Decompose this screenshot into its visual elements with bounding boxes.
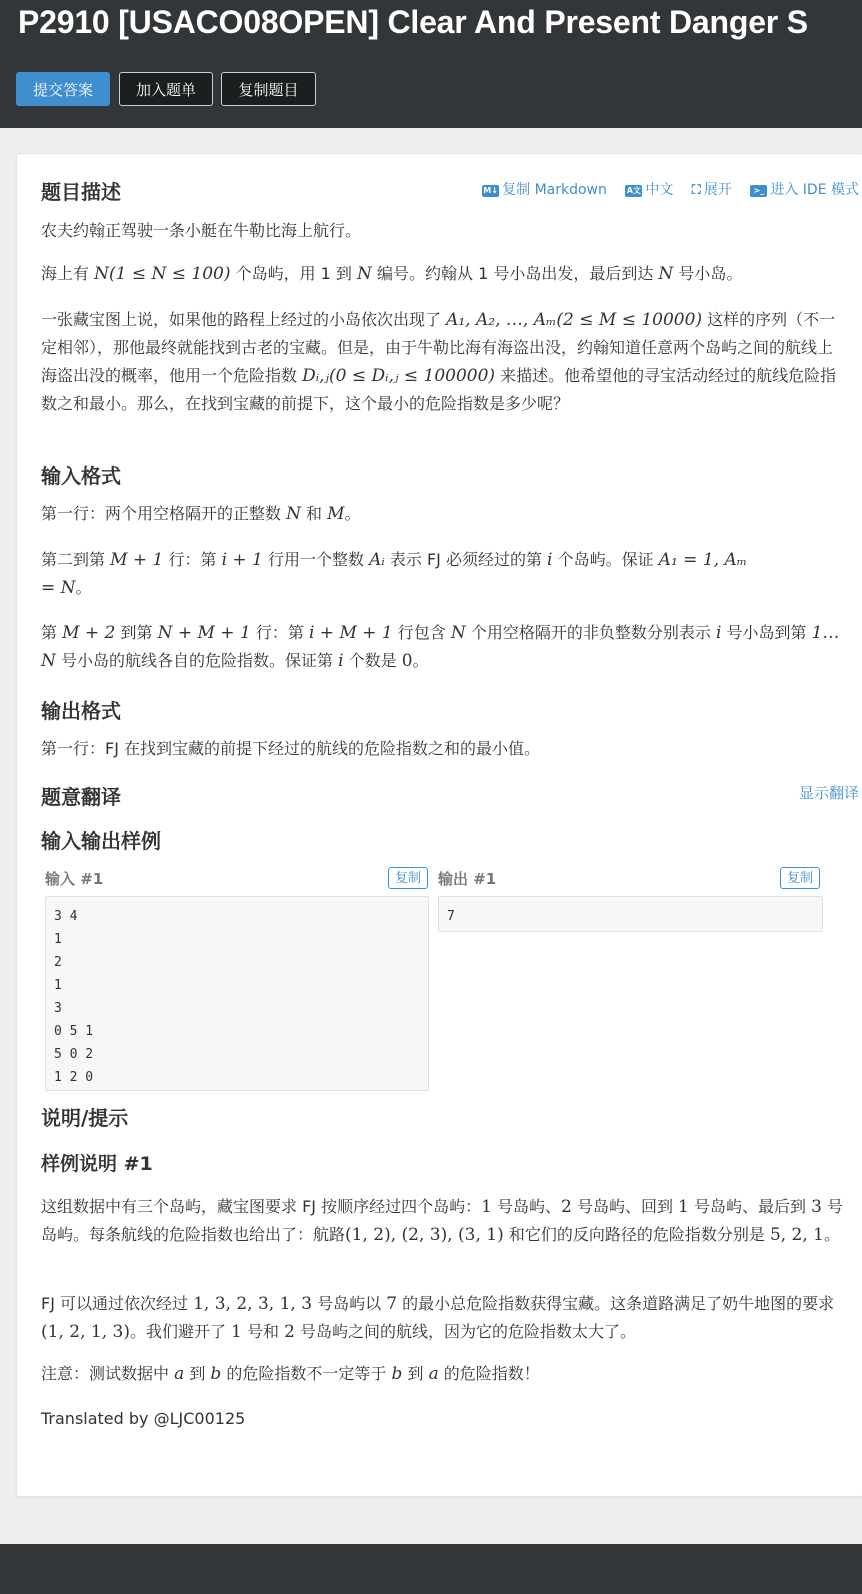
input-format-heading: 输入格式: [41, 464, 121, 488]
sample-explanation-heading: 样例说明 #1: [41, 1153, 153, 1175]
input-format-line-3: 第 M + 2 到第 N + M + 1 行：第 i + M + 1 行包含 N 个用空格隔开的非负整数分别表示 i 号小岛到第 1…N 号小岛的航线各自的危险指数。保证第 i 个数是 0。: [41, 623, 840, 671]
copy-markdown-link[interactable]: M↓ 复制 Markdown: [483, 182, 607, 198]
input-format-line-1: 第一行：两个用空格隔开的正整数 N 和 M。: [41, 504, 361, 524]
sample-output-label: 输出 #1: [438, 870, 497, 888]
sample-line: 1: [54, 932, 62, 947]
expand-icon: ⛶: [691, 183, 701, 198]
problem-toolbar: [468, 179, 859, 199]
copy-problem-button[interactable]: 复制题目: [221, 72, 316, 106]
sample-output-box: [438, 896, 823, 932]
sample-line: 2: [54, 955, 62, 970]
sample-line: 1 2 0: [54, 1070, 94, 1085]
terminal-icon: >_: [750, 185, 767, 197]
description-paragraph-1: 农夫约翰正驾驶一条小艇在牛勒比海上航行。: [41, 221, 362, 240]
samples-heading: 输入输出样例: [41, 829, 161, 853]
sample-line: 3: [54, 1001, 62, 1016]
output-format-heading: 输出格式: [41, 699, 121, 723]
sample-line: 3 4: [54, 909, 78, 924]
sample-input-box: [45, 896, 429, 1091]
sample-line: 5 0 2: [54, 1047, 94, 1062]
copy-output-button[interactable]: 复制: [780, 867, 820, 889]
ide-mode-link[interactable]: >_ 进入 IDE 模式: [750, 182, 859, 198]
sample-line: 1: [54, 978, 62, 993]
input-format-line-2: 第二到第 M + 1 行：第 i + 1 行用一个整数 Aᵢ 表示 FJ 必须经过的第 i 个岛屿。保证 A₁ = 1, Aₘ = N。: [41, 550, 748, 598]
hints-heading: 说明/提示: [41, 1106, 129, 1130]
problem-card: [16, 153, 862, 1497]
sample-line: 0 5 1: [54, 1024, 94, 1039]
language-switch-link[interactable]: A文 中文: [626, 182, 674, 198]
page-header: [0, 0, 862, 128]
expand-link[interactable]: ⛶ 展开: [691, 182, 732, 198]
add-to-list-button[interactable]: 加入题单: [119, 72, 213, 106]
show-translation-link[interactable]: 显示翻译: [798, 784, 859, 802]
description-paragraph-3: 一张藏宝图上说，如果他的路程上经过的小岛依次出现了 A₁, A₂, …, Aₘ(2 ≤ M ≤ 10000) 这样的序列（不一定相邻），那他最终就能找到古老的宝藏。但是，由于牛勒比海有海盗出没，约翰知道任意两个岛屿之间的航线上海盗出没的概率，他用一个危险指数 Dᵢ,ⱼ(0 ≤ Dᵢ,ⱼ ≤ 100000) 来描述。他希望他的寻宝活动经过的航线危险指数之和最小。那么，在找到宝藏的前提下，这个最小的危险指数是多少呢？: [41, 310, 837, 413]
submit-answer-button[interactable]: 提交答案: [16, 72, 110, 106]
copy-input-button[interactable]: 复制: [388, 867, 428, 889]
hint-paragraph-2: FJ 可以通过依次经过 1, 3, 2, 3, 1, 3 号岛屿以 7 的最小总危险指数获得宝藏。这条道路满足了奶牛地图的要求 (1, 2, 1, 3)。我们避开了 1 号和 2 号岛屿之间的航线，因为它的危险指数太大了。: [41, 1294, 835, 1342]
page-footer: [0, 1544, 862, 1594]
sample-line: 7: [447, 909, 455, 924]
output-format-line-1: 第一行：FJ 在找到宝藏的前提下经过的航线的危险指数之和的最小值。: [41, 739, 541, 758]
description-paragraph-2: 海上有 N(1 ≤ N ≤ 100) 个岛屿，用 1 到 N 编号。约翰从 1 号小岛出发，最后到达 N 号小岛。: [41, 264, 743, 284]
page-title: P2910 [USACO08OPEN] Clear And Present Danger S: [18, 4, 808, 40]
translation-heading: 题意翻译: [41, 785, 121, 809]
hint-paragraph-1: 这组数据中有三个岛屿，藏宝图要求 FJ 按顺序经过四个岛屿：1 号岛屿、2 号岛屿、回到 1 号岛屿、最后到 3 号岛屿。每条航线的危险指数也给出了：航路(1, 2), (2, 3), (3, 1) 和它们的反向路径的危险指数分别是 5, 2, 1。: [41, 1197, 843, 1245]
hint-paragraph-3: 注意：测试数据中 a 到 b 的危险指数不一定等于 b 到 a 的危险指数！: [41, 1364, 540, 1384]
language-icon: A文: [626, 186, 641, 195]
translator-credit: Translated by @LJC00125: [41, 1409, 246, 1428]
description-heading: 题目描述: [41, 180, 121, 204]
markdown-icon: M↓: [483, 186, 498, 195]
sample-input-label: 输入 #1: [45, 870, 104, 888]
